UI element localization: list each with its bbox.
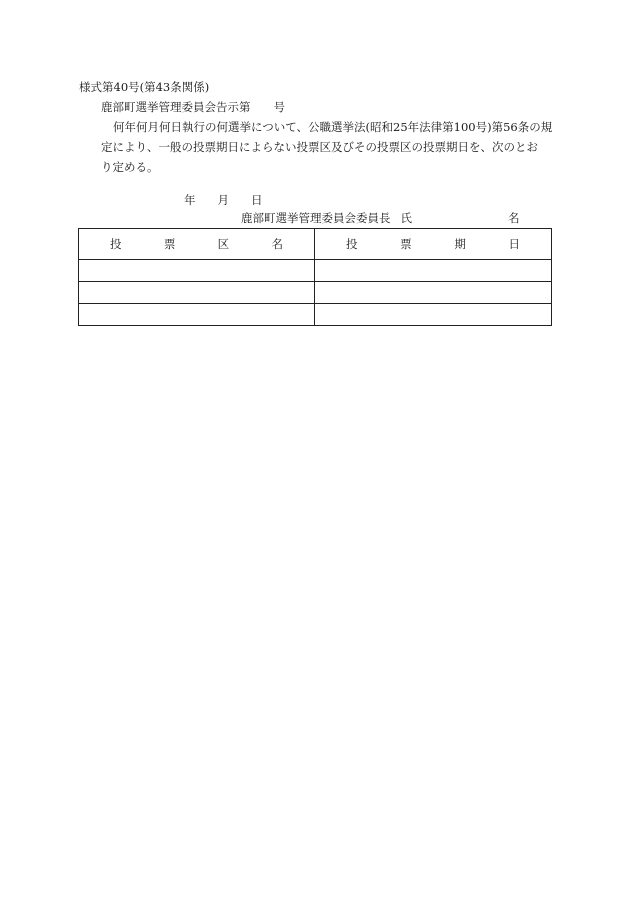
- header-char: 投: [110, 237, 122, 251]
- header-char: 名: [271, 237, 283, 251]
- form-number: 様式第40号(第43条関係): [79, 80, 210, 94]
- body-text-line: 定により、一般の投票期日によらない投票区及びその投票区の投票期日を、次のとお: [101, 140, 538, 154]
- table-cell: [79, 260, 315, 282]
- header-char: 期: [454, 237, 466, 251]
- header-char: 投: [346, 237, 358, 251]
- table-cell: [315, 304, 552, 326]
- table-row: [79, 260, 552, 282]
- signer-title: 鹿部町選挙管理委員会委員長: [241, 211, 391, 225]
- date-year-label: 年: [184, 193, 196, 207]
- table-cell: [79, 304, 315, 326]
- table-cell: [79, 282, 315, 304]
- date-line: [184, 193, 263, 207]
- table-row: [79, 282, 552, 304]
- header-voting-date: [315, 229, 552, 260]
- signer-family-name-label: 氏: [400, 211, 412, 225]
- header-char: 日: [508, 237, 520, 251]
- table-row: [79, 304, 552, 326]
- table-header-row: [79, 229, 552, 260]
- signer-line: [241, 211, 520, 225]
- header-voting-district-name: [79, 229, 315, 260]
- date-day-label: 日: [251, 193, 263, 207]
- body-text-line: り定める。: [101, 160, 159, 174]
- signer-given-name-label: 名: [508, 211, 520, 225]
- header-char: 票: [163, 237, 176, 251]
- notice-title: 鹿部町選挙管理委員会告示第 号: [101, 100, 285, 114]
- table-cell: [315, 260, 552, 282]
- voting-district-table: [78, 228, 552, 326]
- table-cell: [315, 282, 552, 304]
- date-month-label: 月: [217, 193, 229, 207]
- body-text-line: 何年何月何日執行の何選挙について、公職選挙法(昭和25年法律第100号)第56条の規: [113, 120, 553, 134]
- header-char: 票: [400, 237, 412, 251]
- header-char: 区: [217, 237, 230, 251]
